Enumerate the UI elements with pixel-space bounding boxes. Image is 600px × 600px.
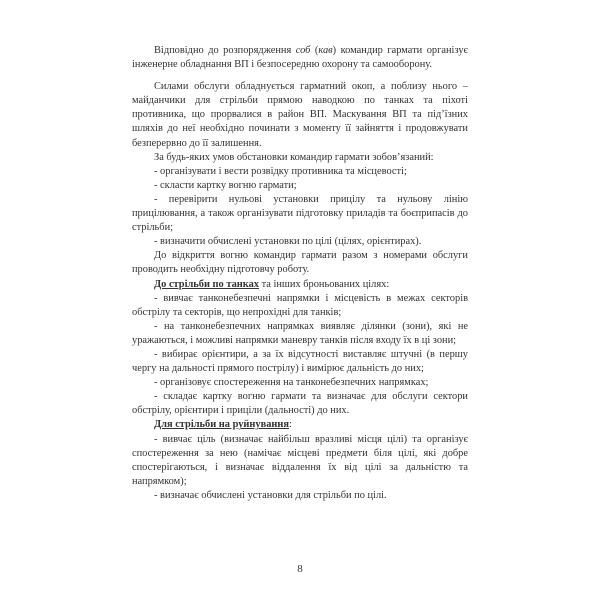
text-run: та інших броньованих цілях: [258, 278, 390, 290]
paragraph [132, 348, 468, 376]
body-text [132, 44, 468, 503]
paragraph [132, 151, 468, 165]
text-run: До відкриття вогню командир гармати разом з номерами обслуги проводить необхідну підготовчу роботу. [132, 250, 468, 276]
text-run: : [289, 419, 292, 431]
text-run: - вивчає ціль (визначає найбільш вразливі місця цілі) та організує спостереження за нею (намічає місцеві предмети біля цілі, які добре спостерігаються, і визначає віддалення їх від цілі за дальністю та напрямком); [132, 433, 468, 487]
text-run: Відповідно до розпорядження [154, 45, 296, 56]
text-run: Для стрільби на руйнування [154, 419, 289, 431]
text-run: - визначає обчислені установки для стрільби по цілі. [154, 489, 387, 501]
text-run: соб [295, 45, 311, 56]
text-run: ( [310, 45, 319, 56]
paragraph [132, 418, 468, 432]
text-run: ) командир гармати організує інженерне обладнання ВП і безпосередню охорону та самооборону. [132, 45, 468, 71]
paragraph [132, 433, 468, 489]
paragraph [132, 489, 468, 503]
paragraph [132, 249, 468, 277]
paragraph [132, 44, 468, 72]
paragraph [132, 390, 468, 418]
paragraph [132, 235, 468, 249]
text-run: Силами обслуги обладнується гарматний окоп, а поблизу нього – майданчики для стрільби прямою наводкою по танках та піхоті противника, що прорвалися в район ВП. Маскування ВП та під’їзних шляхів до неї необхідно починати з моменту її зайняття і продовжувати безперервно до її залишення. [132, 81, 468, 149]
text-run: За будь-яких умов обстановки командир гармати зобов’язаний: [154, 151, 434, 163]
text-run: - перевірити нульові установки прицілу та нульову лінію прицілювання, а також організувати підготовку приладів та боєприпасів до стрільби; [132, 193, 468, 234]
paragraph [132, 165, 468, 179]
text-run: - складає картку вогню гармати та визначає для обслуги сектори обстрілу, орієнтири і приціли (дальності) до них. [132, 391, 468, 417]
text-run: - вибирає орієнтири, а за їх відсутності виставляє штучні (в першу чергу на дальності прямого пострілу) і вимірює дальність до них; [132, 348, 468, 375]
paragraph [132, 193, 468, 235]
text-run: До стрільби по танках [154, 278, 259, 290]
paragraph [132, 80, 468, 150]
text-run: кав [318, 45, 333, 56]
page-number: 8 [297, 563, 303, 575]
paragraph [132, 179, 468, 193]
text-run: - визначити обчислені установки по цілі (цілях, орієнтирах). [154, 236, 422, 248]
paragraph [132, 292, 468, 320]
text-run: - організовує спостереження на танконебезпечних напрямках; [154, 377, 429, 389]
paragraph [132, 376, 468, 390]
text-run: - скласти картку вогню гармати; [154, 179, 297, 191]
paragraph [132, 278, 468, 292]
text-run: - вивчає танконебезпечні напрямки і місцевість в межах секторів обстрілу та секторів, що непрохідні для танків; [132, 292, 468, 318]
text-run: - на танконебезпечних напрямках виявляє ділянки (зони), які не уражаються, і можливі напрямки маневру танків після входу їх в ці зони; [132, 320, 468, 346]
paragraph [132, 320, 468, 348]
text-run: - організувати і вести розвідку противника та місцевості; [154, 165, 407, 177]
